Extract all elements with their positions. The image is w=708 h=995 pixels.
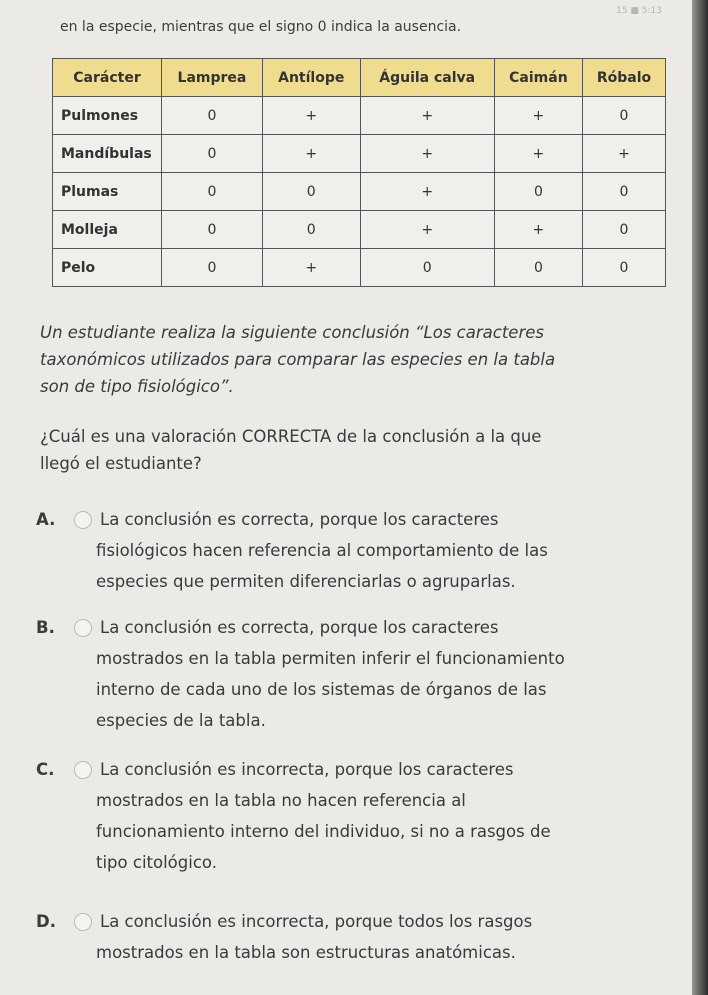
table-row xyxy=(53,249,666,287)
table-cell: + xyxy=(360,211,494,249)
column-header: Águila calva xyxy=(360,59,494,97)
option-line: La conclusión es incorrecta, porque todos los rasgos xyxy=(100,912,533,931)
table-cell: 0 xyxy=(262,173,360,211)
table-cell: 0 xyxy=(162,97,263,135)
table-cell: 0 xyxy=(583,97,666,135)
statement-line: Un estudiante realiza la siguiente conclusión “Los caracteres xyxy=(40,323,544,342)
table-cell: + xyxy=(360,135,494,173)
table-row xyxy=(53,211,666,249)
statement-line: taxonómicos utilizados para comparar las especies en la tabla xyxy=(40,350,556,369)
table-cell: + xyxy=(494,211,582,249)
option-text xyxy=(96,754,686,878)
option-letter: D. xyxy=(36,912,56,931)
option-line: mostrados en la tabla permiten inferir el funcionamiento xyxy=(96,649,565,668)
intro-line: en la especie, mientras que el signo 0 indica la ausencia. xyxy=(60,19,462,35)
option-line: La conclusión es incorrecta, porque los caracteres xyxy=(100,760,514,779)
question-line: llegó el estudiante? xyxy=(40,454,202,473)
option-text xyxy=(96,906,686,968)
table-cell: 0 xyxy=(494,249,582,287)
characters-table xyxy=(52,58,666,287)
option-line: La conclusión es correcta, porque los caracteres xyxy=(100,510,499,529)
option-text xyxy=(96,504,686,597)
column-header: Carácter xyxy=(53,59,162,97)
table-cell: + xyxy=(360,97,494,135)
table-cell: + xyxy=(262,249,360,287)
option-line: especies de la tabla. xyxy=(96,711,266,730)
table-cell: 0 xyxy=(583,211,666,249)
column-header: Caimán xyxy=(494,59,582,97)
option-line: mostrados en la tabla no hacen referencia al xyxy=(96,791,466,810)
table-cell: + xyxy=(494,97,582,135)
table-header-row xyxy=(53,59,666,97)
radio-button[interactable] xyxy=(74,619,92,637)
option-line: fisiológicos hacen referencia al comportamiento de las xyxy=(96,541,548,560)
status-bar: 15 ■ 5:13 xyxy=(616,6,662,16)
question-line: ¿Cuál es una valoración CORRECTA de la conclusión a la que xyxy=(40,427,542,446)
radio-button[interactable] xyxy=(74,761,92,779)
option-letter: B. xyxy=(36,618,55,637)
table-cell: + xyxy=(360,173,494,211)
question-text xyxy=(40,423,670,477)
table-row xyxy=(53,135,666,173)
table-cell: 0 xyxy=(162,173,263,211)
option-d[interactable] xyxy=(36,906,686,968)
table-cell: 0 xyxy=(360,249,494,287)
table-cell: + xyxy=(583,135,666,173)
table-cell: 0 xyxy=(583,249,666,287)
option-text xyxy=(96,612,686,736)
table-row xyxy=(53,173,666,211)
option-line: La conclusión es correcta, porque los caracteres xyxy=(100,618,499,637)
table-cell: + xyxy=(262,97,360,135)
radio-button[interactable] xyxy=(74,913,92,931)
table-cell: 0 xyxy=(162,249,263,287)
table-row xyxy=(53,97,666,135)
radio-button[interactable] xyxy=(74,511,92,529)
row-header: Mandíbulas xyxy=(53,135,162,173)
option-line: mostrados en la tabla son estructuras anatómicas. xyxy=(96,943,516,962)
option-b[interactable] xyxy=(36,612,686,736)
option-letter: A. xyxy=(36,510,56,529)
column-header: Antílope xyxy=(262,59,360,97)
row-header: Plumas xyxy=(53,173,162,211)
option-line: especies que permiten diferenciarlas o agruparlas. xyxy=(96,572,516,591)
option-c[interactable] xyxy=(36,754,686,878)
table-cell: 0 xyxy=(162,211,263,249)
table-cell: 0 xyxy=(262,211,360,249)
option-letter: C. xyxy=(36,760,55,779)
row-header: Pelo xyxy=(53,249,162,287)
statement-line: son de tipo fisiológico”. xyxy=(40,377,234,396)
row-header: Pulmones xyxy=(53,97,162,135)
option-line: tipo citológico. xyxy=(96,853,217,872)
row-header: Molleja xyxy=(53,211,162,249)
table-cell: 0 xyxy=(162,135,263,173)
option-a[interactable] xyxy=(36,504,686,597)
table-cell: + xyxy=(262,135,360,173)
column-header: Róbalo xyxy=(583,59,666,97)
table-cell: 0 xyxy=(583,173,666,211)
student-statement xyxy=(40,319,670,400)
column-header: Lamprea xyxy=(162,59,263,97)
table-cell: + xyxy=(494,135,582,173)
table-cell: 0 xyxy=(494,173,582,211)
option-line: interno de cada uno de los sistemas de órganos de las xyxy=(96,680,547,699)
option-line: funcionamiento interno del individuo, si no a rasgos de xyxy=(96,822,551,841)
page-edge-shadow xyxy=(692,0,708,995)
